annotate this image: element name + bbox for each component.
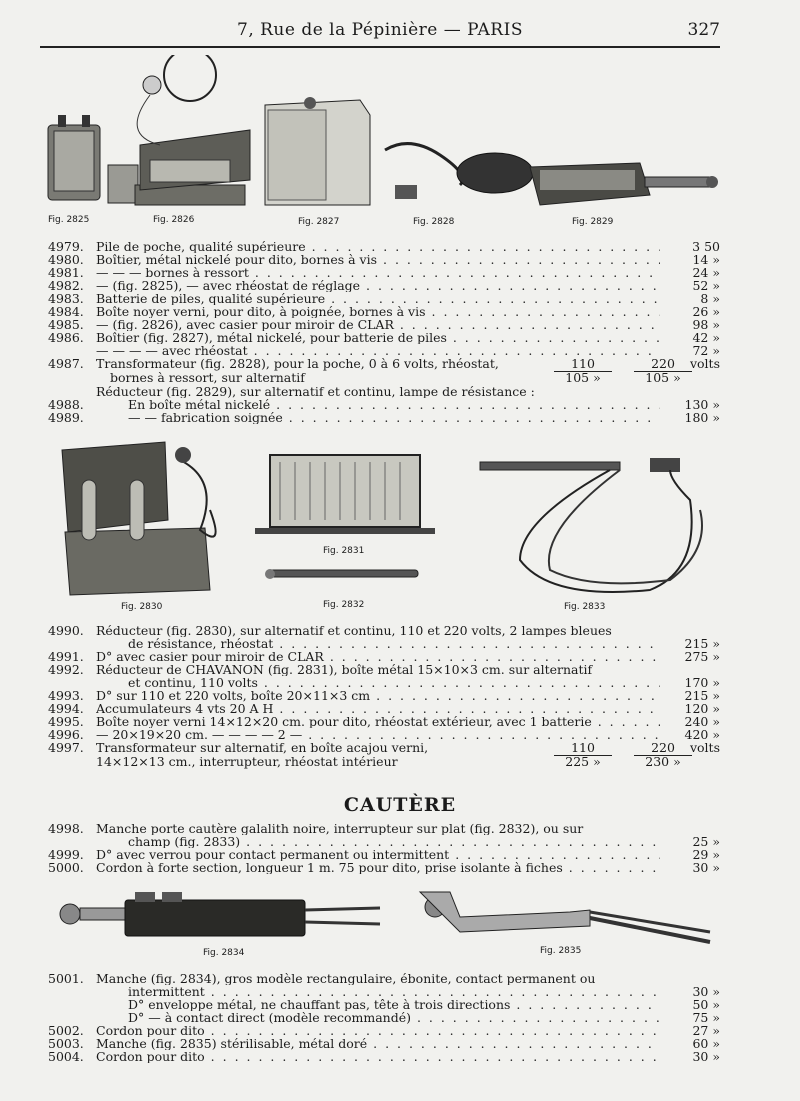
- list-item: 4998. Manche porte cautère galalith noire, interrupteur sur plat (fig. 2832), ou sur: [48, 821, 584, 836]
- list-item: 4986. Boîtier (fig. 2827), métal nickelé, pour batterie de piles . . . 42 »: [48, 331, 720, 344]
- fig-2831-chavanon-illustration: [255, 455, 435, 534]
- list-item: 4995. Boîte noyer verni 14×12×20 cm. pour dito, rhéostat extérieur, avec 1 batterie . . . 240 »: [48, 715, 720, 728]
- list-item: 5002. Cordon pour dito . . . 27 »: [48, 1024, 720, 1037]
- fig-2835-handle-illustration: [420, 892, 710, 942]
- list-item: 4980. Boîtier, métal nickelé pour dito, bornes à vis . . . 14 »: [48, 253, 720, 266]
- fig-caption: Fig. 2829: [572, 217, 614, 227]
- price-list-3: [48, 822, 720, 874]
- page-number: 327: [687, 20, 720, 40]
- section-title: CAUTÈRE: [343, 794, 457, 816]
- fig-caption: Fig. 2831: [323, 546, 365, 556]
- list-heading: Réducteur (fig. 2829), sur alternatif et continu, lampe de résistance :: [96, 385, 535, 398]
- list-item: de résistance, rhéostat . . . 215 »: [48, 637, 720, 650]
- list-item: — — — — avec rhéostat . . . 72 »: [48, 344, 720, 357]
- list-item: 4996. — 20×19×20 cm. — — — — 2 — . . . 420 »: [48, 728, 720, 741]
- list-item: 4992. Réducteur de CHAVANON (fig. 2831), boîte métal 15×10×3 cm. sur alternatif: [48, 662, 593, 677]
- fig-2827-box-illustration: [265, 97, 370, 205]
- list-item: 4989. — — fabrication soignée . . . 180 »: [48, 411, 720, 424]
- fig-caption: Fig. 2834: [203, 948, 245, 958]
- list-item-two-price: bornes à ressort, sur alternatif 105 » 105 »: [110, 370, 681, 385]
- list-item: D° enveloppe métal, ne chauffant pas, tête à trois directions . . . 50 »: [48, 998, 720, 1011]
- fig-caption: Fig. 2825: [48, 215, 90, 225]
- list-item-two-price: 4997. Transformateur sur alternatif, en boîte acajou verni, 110 220 volts: [48, 740, 720, 755]
- list-item: et continu, 110 volts . . . 170 »: [48, 676, 720, 689]
- fig-caption: Fig. 2828: [413, 217, 455, 227]
- fig-caption: Fig. 2833: [564, 602, 606, 612]
- list-item: 4983. Batterie de piles, qualité supérieure . . . 8 »: [48, 292, 720, 305]
- page-title: 7, Rue de la Pépinière — PARIS: [237, 20, 523, 40]
- header-rule: [40, 46, 720, 48]
- list-item: 4984. Boîte noyer verni, pour dito, à poignée, bornes à vis . . . 26 »: [48, 305, 720, 318]
- figure-row-top: [40, 55, 730, 230]
- fig-2832-handle-illustration: [265, 569, 418, 579]
- list-item-two-price: 14×12×13 cm., interrupteur, rhéostat intérieur 225 » 230 »: [96, 754, 681, 769]
- fig-2825-battery-illustration: [48, 115, 100, 200]
- fig-caption: Fig. 2835: [540, 946, 582, 956]
- figure-row-middle: [50, 440, 730, 615]
- fig-caption: Fig. 2830: [121, 602, 163, 612]
- list-item: 4988. En boîte métal nickelé . . . 130 »: [48, 398, 720, 411]
- fig-2828-transformer-illustration: [385, 144, 533, 199]
- fig-caption: Fig. 2827: [298, 217, 340, 227]
- list-item: 5004. Cordon pour dito . . . 30 »: [48, 1050, 720, 1063]
- list-item: 4979. Pile de poche, qualité supérieure . . . 3 50: [48, 240, 720, 253]
- list-item: 5001. Manche (fig. 2834), gros modèle rectangulaire, ébonite, contact permanent ou: [48, 971, 596, 986]
- price-list-1: [48, 240, 720, 424]
- list-item: 4993. D° sur 110 et 220 volts, boîte 20×11×3 cm . . . 215 »: [48, 689, 720, 702]
- list-item: 4981. — — — bornes à ressort . . . 24 »: [48, 266, 720, 279]
- list-item: 4990. Réducteur (fig. 2830), sur alternatif et continu, 110 et 220 volts, 2 lampes bleues: [48, 623, 612, 638]
- fig-caption: Fig. 2832: [323, 600, 365, 610]
- list-item: 4999. D° avec verrou pour contact permanent ou intermittent . . . 29 »: [48, 848, 720, 861]
- price-list-2: [48, 624, 720, 769]
- list-item: intermittent . . . 30 »: [48, 985, 720, 998]
- list-item: 5003. Manche (fig. 2835) stérilisable, métal doré . . . 60 »: [48, 1037, 720, 1050]
- page-header: [40, 18, 720, 48]
- figure-row-bottom: [50, 882, 730, 952]
- fig-2826-case-illustration: [108, 55, 250, 205]
- list-item: 5000. Cordon à forte section, longueur 1 m. 75 pour dito, prise isolante à fiches . . . 30 »: [48, 861, 720, 874]
- fig-2830-reducer-box-illustration: [62, 442, 216, 595]
- fig-2833-handle-cord-illustration: [480, 458, 702, 592]
- list-item: D° — à contact direct (modèle recommandé) . . . 75 »: [48, 1011, 720, 1024]
- price-list-4: [48, 972, 720, 1063]
- list-item: champ (fig. 2833) . . . 25 »: [48, 835, 720, 848]
- list-item: 4991. D° avec casier pour miroir de CLAR . . . 275 »: [48, 650, 720, 663]
- list-item-two-price: 4987. Transformateur (fig. 2828), pour la poche, 0 à 6 volts, rhéostat, 110 220 volts: [48, 356, 720, 371]
- fig-2834-handle-illustration: [60, 892, 380, 936]
- list-item: 4985. — (fig. 2826), avec casier pour miroir de CLAR . . . 98 »: [48, 318, 720, 331]
- fig-2829-reducer-illustration: [530, 163, 718, 205]
- list-item: 4982. — (fig. 2825), — avec rhéostat de réglage . . . 52 »: [48, 279, 720, 292]
- list-item: 4994. Accumulateurs 4 vts 20 A H . . . 120 »: [48, 702, 720, 715]
- fig-caption: Fig. 2826: [153, 215, 195, 225]
